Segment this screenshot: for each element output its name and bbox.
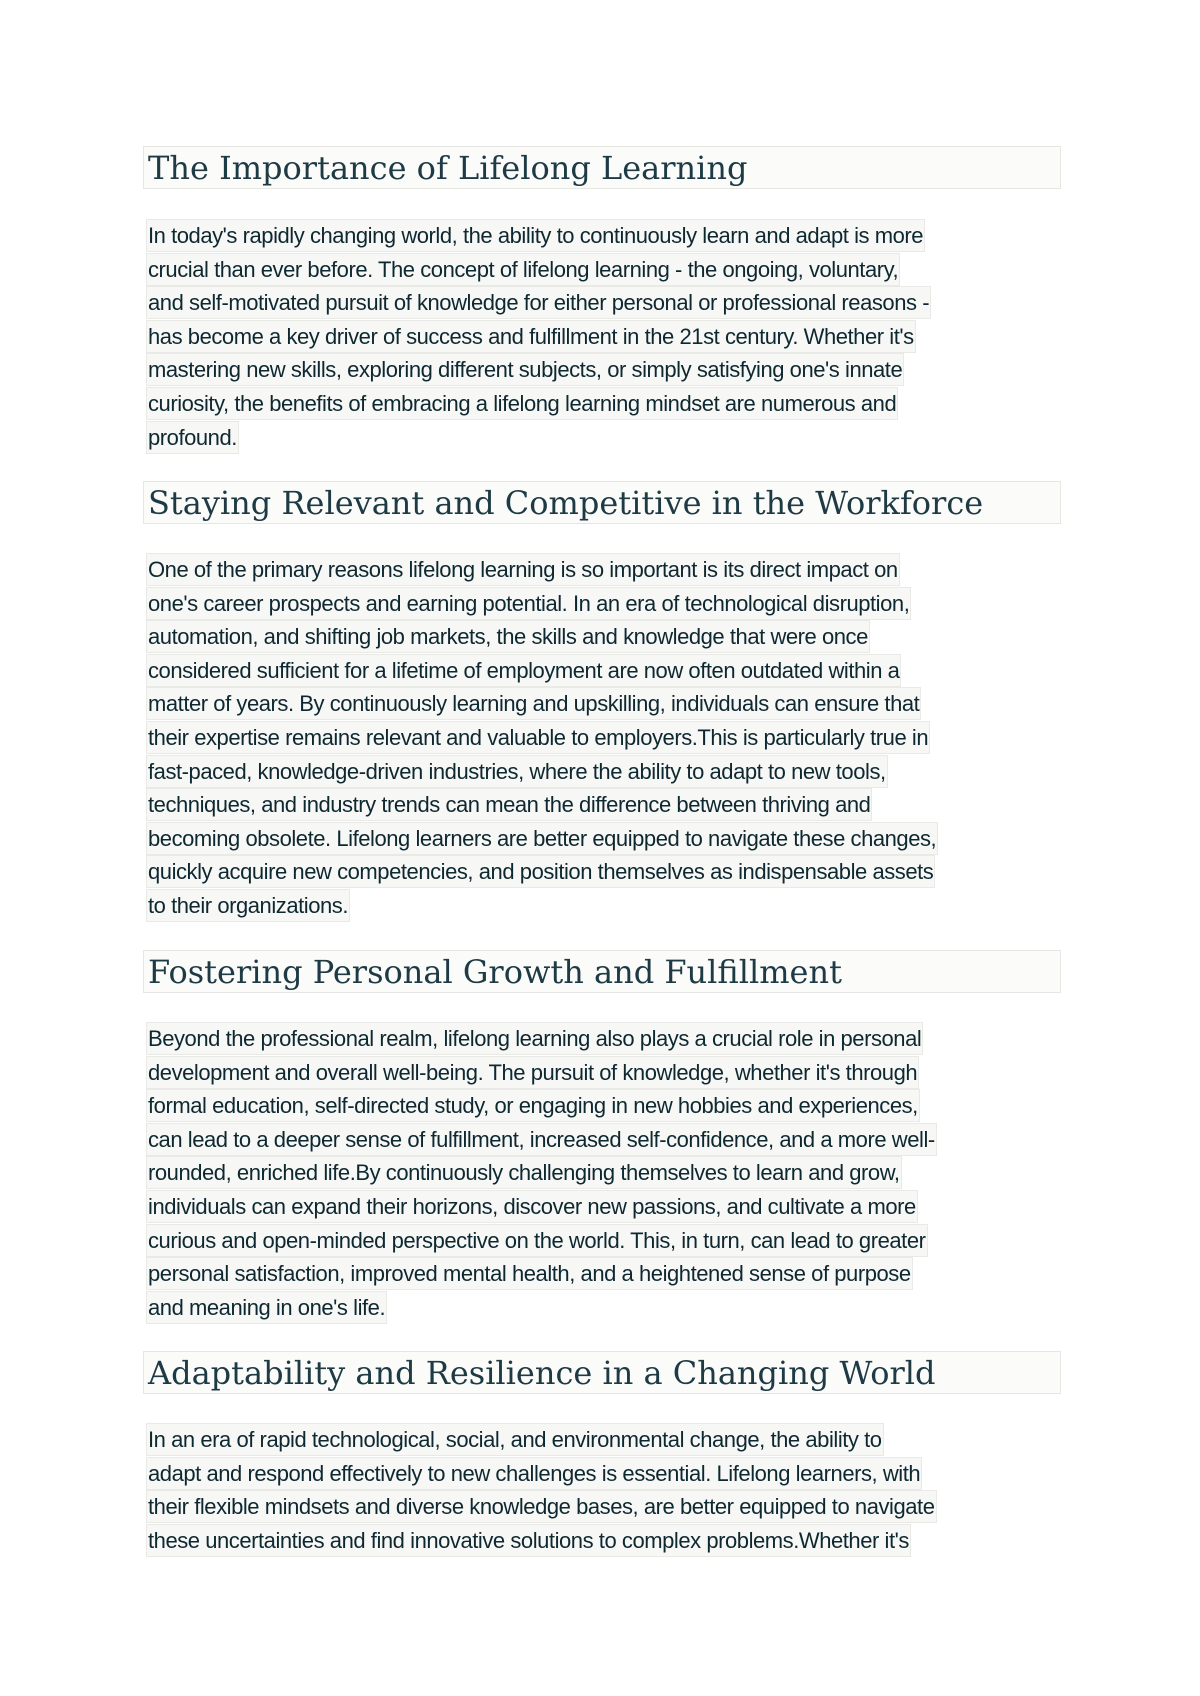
text-line: quickly acquire new competencies, and position themselves as indispensable assets bbox=[146, 855, 935, 888]
text-line: Beyond the professional realm, lifelong learning also plays a crucial role in personal bbox=[146, 1022, 923, 1055]
text-line: In today's rapidly changing world, the ability to continuously learn and adapt is more bbox=[146, 219, 925, 252]
section-heading: The Importance of Lifelong Learning bbox=[143, 146, 1061, 189]
section-paragraph bbox=[146, 1022, 1076, 1324]
text-line: In an era of rapid technological, social, and environmental change, the ability to bbox=[146, 1423, 884, 1456]
text-line: profound. bbox=[146, 421, 239, 454]
text-line: and meaning in one's life. bbox=[146, 1291, 387, 1324]
text-line: can lead to a deeper sense of fulfillment, increased self-confidence, and a more well- bbox=[146, 1123, 937, 1156]
text-line: One of the primary reasons lifelong learning is so important is its direct impact on bbox=[146, 553, 900, 586]
section-heading: Fostering Personal Growth and Fulfillment bbox=[143, 950, 1061, 993]
text-line: development and overall well-being. The pursuit of knowledge, whether it's through bbox=[146, 1056, 919, 1089]
text-line: fast-paced, knowledge-driven industries, where the ability to adapt to new tools, bbox=[146, 755, 888, 788]
section-heading: Staying Relevant and Competitive in the Workforce bbox=[143, 481, 1061, 524]
text-line: individuals can expand their horizons, discover new passions, and cultivate a more bbox=[146, 1190, 918, 1223]
text-line: matter of years. By continuously learning and upskilling, individuals can ensure that bbox=[146, 687, 921, 720]
text-line: curious and open-minded perspective on the world. This, in turn, can lead to greater bbox=[146, 1224, 928, 1257]
text-line: their flexible mindsets and diverse knowledge bases, are better equipped to navigate bbox=[146, 1490, 937, 1523]
text-line: mastering new skills, exploring different subjects, or simply satisfying one's innate bbox=[146, 353, 904, 386]
text-line: curiosity, the benefits of embracing a lifelong learning mindset are numerous and bbox=[146, 387, 898, 420]
section-paragraph bbox=[146, 219, 1076, 454]
section-heading: Adaptability and Resilience in a Changing World bbox=[143, 1351, 1061, 1394]
section-paragraph bbox=[146, 553, 1076, 923]
text-line: these uncertainties and find innovative solutions to complex problems.Whether it's bbox=[146, 1524, 911, 1557]
section-paragraph bbox=[146, 1423, 1076, 1557]
text-line: and self-motivated pursuit of knowledge for either personal or professional reasons - bbox=[146, 286, 931, 319]
text-line: automation, and shifting job markets, the skills and knowledge that were once bbox=[146, 620, 870, 653]
text-line: one's career prospects and earning potential. In an era of technological disruption, bbox=[146, 587, 911, 620]
text-line: their expertise remains relevant and valuable to employers.This is particularly true in bbox=[146, 721, 930, 754]
text-line: considered sufficient for a lifetime of employment are now often outdated within a bbox=[146, 654, 901, 687]
text-line: adapt and respond effectively to new challenges is essential. Lifelong learners, with bbox=[146, 1457, 922, 1490]
text-line: has become a key driver of success and fulfillment in the 21st century. Whether it's bbox=[146, 320, 916, 353]
text-line: to their organizations. bbox=[146, 889, 350, 922]
text-line: crucial than ever before. The concept of lifelong learning - the ongoing, voluntary, bbox=[146, 253, 900, 286]
text-line: techniques, and industry trends can mean the difference between thriving and bbox=[146, 788, 872, 821]
text-line: becoming obsolete. Lifelong learners are better equipped to navigate these changes, bbox=[146, 822, 938, 855]
text-line: personal satisfaction, improved mental health, and a heightened sense of purpose bbox=[146, 1257, 913, 1290]
text-line: rounded, enriched life.By continuously challenging themselves to learn and grow, bbox=[146, 1156, 902, 1189]
text-line: formal education, self-directed study, or engaging in new hobbies and experiences, bbox=[146, 1089, 920, 1122]
